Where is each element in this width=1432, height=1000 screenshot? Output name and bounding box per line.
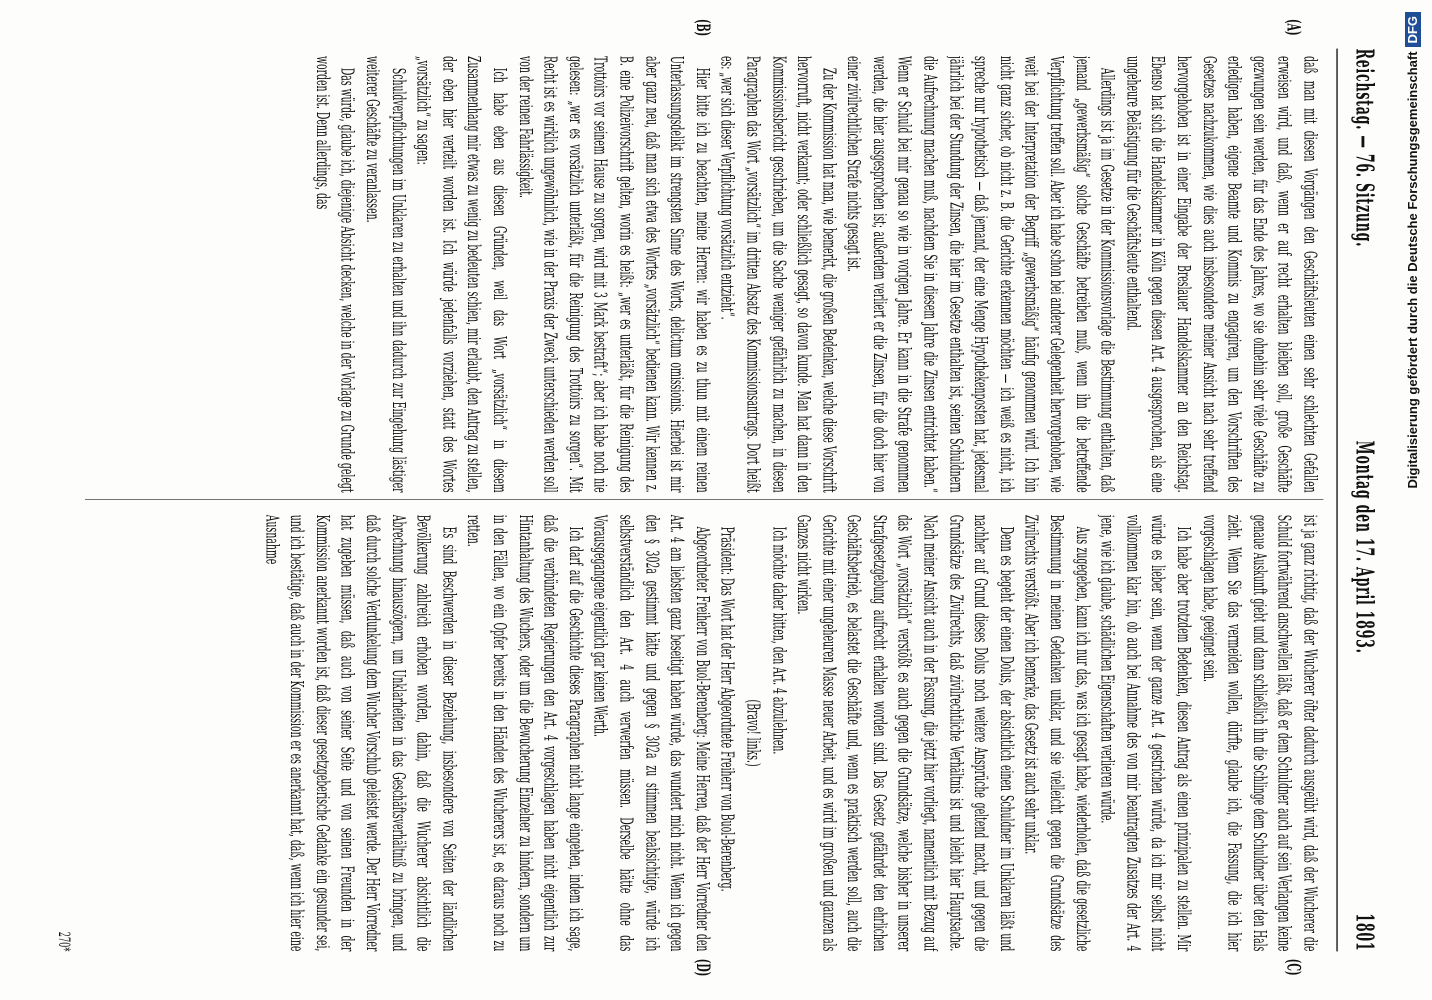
paragraph: Denn es begeht der einen Dolus, der absichtlich einen Schuldner im Unklaren läßt und nachher auf Grund dieses Dolus noch weitere Ansprüche geltend macht, und gegen die Grundsätze des Zivilrechts, daß zivilrechtliche Verhältnis ist und bleibt hier Hauptsache. Nach meiner Ansicht auch in der Fassung, die jetzt hier vorliegt, namentlich mit Bezug auf das Wort „vorsätzlich“ verstößt es auch gegen die Grundsätze, welche bisher in unserer Strafgesetzgebung aufrecht erhalten worden sind. Das Gesetz gefährdet den ehrlichen Geschäftsbetrieb, es belastet die Geschäfte und, wenn es praktisch werden soll, auch die Gerichte mit einer ungeheuren Masse neuer Arbeit, und es wird im großen und ganzen als Ganzes nicht wirken.	[793, 514, 1018, 952]
paragraph: Das würde, glaube ich, diejenige Absicht decken, welche in der Vorlage zu Grunde gelegt worden ist. Denn allerdings, das	[312, 55, 360, 493]
digitization-notice-text: Digitalisierung gefördert durch die Deutsche Forschungsgemeinschaft	[1405, 51, 1420, 489]
paragraph: Aus zugegeben, kann ich nur das, was ich gesagt habe, wiederholen, daß die gesetzliche Bestimmung in meinen Gedanken unklar, und sie vielleicht gegen die Grundsätze des Zivilrechts verstößt. Aber ich bemerke, das Gesetz ist auch sehr unklar.	[1021, 514, 1094, 952]
header-left: Reichstag. — 76. Sitzung.	[1349, 48, 1379, 248]
paragraph: Schuldverpflichtungen im Unklaren zu erhalten und ihn dadurch zur Eingehung lästiger weiterer Geschäfte zu veranlassen.	[362, 55, 410, 493]
margin-letter-b: (B)	[691, 18, 713, 37]
left-column	[85, 56, 1323, 493]
right-column	[85, 515, 1323, 952]
digitization-notice	[1398, 12, 1428, 988]
margin-letter-c: (C)	[1281, 958, 1304, 976]
margin-letter-a: (A)	[1281, 18, 1304, 36]
page-footnote-number: 270*	[54, 931, 74, 952]
paragraph: Ich darf auf die Geschichte dieses Paragraphen nicht lange eingehen, indem ich sage, daß die verbündeten Regierungen den Art. 4 vorgeschlagen haben nicht eigentlich zur Hintanhaltung des Wuchers, oder um die Bewucherung Einzelner zu hindern, sondern um in den Fällen, wo ein Opfer bereits in den Händen des Wucherers ist, es daraus noch zu retten.	[464, 514, 588, 952]
paragraph: Hier bitte ich zu beachten, meine Herren: wir haben es zu thun mit einem reinen Unterlassungsdelikt im strengsten Sinne des Worts, delictum omissionis. Hierbei ist mir aber ganz neu, daß man sich etwa des Wortes „vorsätzlich“ bedienen kann. Wir kennen z. B. eine Polizeivorschrift gelten, worin es heißt: „wer es unterläßt, für die Reinigung des Trottoirs vor seinem Hause zu sorgen, wird mit 3 Mark bestraft“; aber ich habe noch nie gelesen: „wer es vorsätzlich unterläßt, für die Reinigung des Trottoirs zu sorgen“. Mit Recht ist es wirklich ungewöhnlich, wie in der Praxis der Zweck unterschieden werden soll von der reinen Fahrlässigkeit.	[514, 55, 714, 493]
paragraph: Ich habe aber trotzdem Bedenken, diesen Antrag als einen prinzipalen zu stellen. Mir würde es lieber sein, wenn der ganze Art. 4 gestrichen würde, da ich mir selbst nicht vollkommen klar bin, ob auch bei Annahme des von mir beantragten Zusatzes der Art. 4 jene, wie ich glaube, schädlichen Eigenschaften verlieren würde.	[1097, 514, 1196, 952]
paragraph: daß man mit diesen Vorgängen den Geschäftsleuten einen sehr schlechten Gefallen erweisen wird, und daß, wenn er auf recht erhalten bleiben soll, große Geschäfte gezwungen sein werden, für das Ende des Jahres, wo sie ohnehin sehr viele Geschäfte zu erledigen haben, eigene Beamte und Kommis zu engagiren, um den Vorschriften des Gesetzes nachzukommen, wie dies auch insbesondere meiner Ansicht nach sehr treffend hervorgehoben ist in einer Eingabe der Breslauer Handelskammer an den Reichstag. Ebenso hat sich die Handelskammer in Köln gegen diesen Art. 4 ausgesprochen, als eine ungeheure Belästigung für die Geschäftsleute enthaltend.	[1122, 55, 1322, 493]
paragraph: Es sind Beschwerden in dieser Beziehung, insbesondere von Seiten der ländlichen Bevölkerung zahlreich erhoben worden, dahin, daß die Wucherer absichtlich die Abrechnung hinauszögern, um Unklarheiten in das Geschäftsverhältniß zu bringen, und daß durch solche Verdunkelung dem Wucher Vorschub geleistet werde. Der Herr Vorredner hat zugeben müssen, daß auch von seiner Seite und von seinen Freunden in der Kommission anerkannt worden ist, daß dieser gesetzgeberische Gedanke ein gesunder sei, und ich bestätige, daß auch in der Kommission er es anerkannt hat, daß, wenn ich hier eine Ausnahme	[261, 514, 461, 952]
page-number: 1801	[1349, 913, 1379, 952]
paragraph: Zu der Kommission hat man, wie bemerkt, die großen Bedenken, welche diese Vorschrift hervorruft, nicht verkannt; oder schließlich gesagt, so davon kunde. Man hat dann in den Kommissionsbericht geschrieben, um die Sache weniger gefährlich zu machen, in diesen Paragraphen das Wort „vorsätzlich“ im dritten Absatz des Kommissionsantrags. Dort heißt es: „wer sich dieser Verpflichtung vorsätzlich entzieht“.	[717, 55, 841, 493]
running-header	[1341, 49, 1378, 952]
paragraph: ist ja ganz richtig, daß der Wucherer öfter dadurch ausgeübt wird, daß der Wucherer die Schuld fortwährend anschwellen läßt, daß er dem Schuldner auch auf sein Verlangen keine genaue Auskunft giebt und dann schließlich ihn die Schlinge dem Schuldner über den Hals zieht. Wenn Sie das vermeiden wollen, dürfte, glaube ich, die Fassung, die ich hier vorgeschlagen habe, geeignet sein.	[1198, 514, 1322, 952]
margin-letter-d: (D)	[691, 958, 713, 977]
dfg-logo: DFG	[1405, 12, 1421, 47]
interjection: (Bravo! links.)	[742, 699, 765, 767]
header-center: Montag den 17. April 1893.	[1349, 440, 1379, 654]
column-divider	[85, 499, 1323, 500]
speaker-paragraph: Präsident: Das Wort hat der Herr Abgeordnete Freiherr von Buol-Berenberg.	[717, 526, 740, 892]
rotated-newspaper-page	[50, 4, 1389, 996]
speaker-paragraph: Abgeordneter Freiherr von Buol-Berenberg: Meine Herren, daß der Herr Vorredner den Art. 4 am liebsten ganz beseitigt haben würde, das wundert mich nicht. Wenn ich gegen den § 302a gestimmt hätte und gegen § 302a zu stimmen beabsichtige, würde ich selbstverständlich den Art. 4 auch verwerfen müssen. Derselbe hätte ohne das Vorausgegangene eigentlich gar keinen Werth.	[590, 514, 714, 952]
paragraph: Allerdings ist ja im Gesetze in der Kommissionsvorlage die Bestimmung enthalten, daß jemand „gewerbsmäßig“ solche Geschäfte betreiben muß, wenn ihn die betreffende Verpflichtung treffen soll. Aber ich habe schon bei anderer Gelegenheit hervorgehoben, wie weit bei der Interpretation der Begriff „gewerbsmäßig“ häufig genommen wird. Ich bin nicht ganz sicher, ob nicht z. B. die Gerichte erkennen möchten — ich weiß es nicht, ich spreche nur hypothetisch — daß jemand, der eine Menge Hypothekenposten hat, jedesmal jährlich bei der Stundung der Zinsen, die hier im Gesetze enthalten ist, seinen Schuldnern die Aufrechnung machen muß, nachdem Sie in diesem Jahre die Zinsen entrichtet haben.“ Wenn er Schuld bei mir genau so wie in vorigen Jahre. Er kann in die Strafe genommen werden, die hier ausgesprochen ist; außerdem verliert er die Zinsen, für die doch hier von einer zivilrechtlichen Strafe nichts gesagt ist.	[844, 55, 1120, 493]
paragraph: Ich habe eben aus diesen Gründen, weil das Wort „vorsätzlich“ in diesem Zusammenhang mir etwas zu wenig zu bedeuten schien, mir erlaubt, den Antrag zu stellen, der eben hier verteilt worden ist. Ich würde jedenfalls vorziehen, statt des Wortes „vorsätzlich“ zu sagen:	[413, 55, 512, 493]
header-rule	[1336, 49, 1337, 952]
paragraph: Ich möchte daher bitten, den Art. 4 abzulehnen.	[768, 526, 790, 755]
